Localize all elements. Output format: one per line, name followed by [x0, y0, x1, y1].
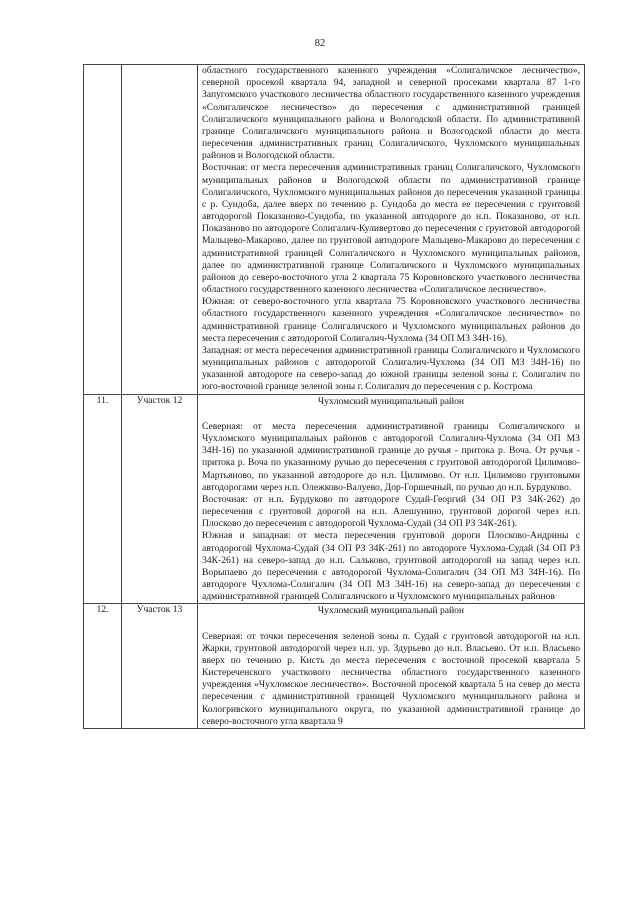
boundary-paragraph: Южная и западная: от места пересечения грунтовой дороги Плосково-Андрины с автодорогой Чухлома-Судай (34 ОП РЗ 34К-261) по автодороге Чухлома-Судай (34 ОП РЗ 34К-261) на северо-запад до н.п. Сальково, грунтовой автодорогой на запад через н.п. Ворыпаево до пересечения с автодорогой Чухлома-Солигалич (34 ОП МЗ 34Н-16). По автодороге Чухлома-Солигалич (34 ОП МЗ 34Н-16) на северо-запад до пересечения с административной границей Солигаличского и Чухломского муниципальных районов [202, 530, 580, 603]
boundaries-table [83, 64, 585, 729]
table-row [84, 604, 585, 729]
boundary-paragraph: Северная: от точки пересечения зеленой зоны п. Судай с грунтовой автодорогой на н.п. Жарки, грунтовой автодорогой через н.п. ур. Здурьево до н.п. Власьево. От н.п. Власьево вверх по течению р. Кисть до места пересечения с восточной просекой квартала 5 Кистереченского участкового лесничества областного государственного казенного учреждения «Чухломское лесничество». Восточной просекой квартала 5 на север до места пересечения с административной границей Чухломского муниципального района и Кологривского муниципального округа, по указанной административной границе до северо-восточного угла квартала 9 [202, 630, 580, 727]
page-number: 82 [314, 38, 326, 49]
table-row [84, 65, 585, 395]
boundary-description [198, 65, 585, 395]
boundary-paragraph: Восточная: от места пересечения административных границ Солигаличского, Чухломского муниципальных районов и Вологодской области по административной границе Солигаличского, Чухломского муниципальных районов до пересечения указанной границы с р. Сундоба, далее вверх по течению р. Сундоба до места ее пересечения с грунтовой автодорогой Показаново-Сундоба, по указанной автодороге до н.п. Показаново, от н.п. Показаново по автодороге Солигалич-Куливертово до пересечения с грунтовой автодорогой Мальцево-Макарово, далее по грунтовой автодороге Мальцево-Макарово до пересечения с административной границей Солигаличского и Чухломского муниципальных районов, далее по административной границе Солигаличского и Чухломского муниципальных районов до северо-восточного угла 2 квартала 75 Коровновского участкового лесничества областного государственного казенного лесничества «Солигаличское лесничество». [202, 162, 580, 296]
row-number: 12. [84, 604, 122, 729]
boundary-paragraph: Северная: от места пересечения административной границы Солигаличского и Чухломского муниципальных районов с автодорогой Солигалич-Чухлома (34 ОП МЗ 34Н-16) по указанной административной границе до ручья - притока р. Воча. От ручья - притока р. Воча по указанному ручью до пересечения с грунтовой автодорогой Цилимово-Мартьяново, по указанной автодороге до н.п. Цилимово. От н.п. Цилимово грунтовыми автодорогами через н.п. Олежково-Валуево, Дор-Горшечный, по ручью до н.п. Бурдуково. [202, 420, 580, 493]
boundary-paragraph: Западная: от места пересечения административной границы Солигаличского и Чухломского муниципальных районов с автодорогой Солигалич-Чухлома (34 ОП МЗ 34Н-16) по указанной автодороге на северо-запад до южной границы зеленой зоны г. Солигалич по юго-восточной границе зеленой зоны г. Солигалич до пересечения с р. Кострома [202, 344, 580, 393]
row-number [84, 65, 122, 395]
boundary-description [198, 394, 585, 604]
boundary-paragraph: Восточная: от н.п. Бурдуково по автодороге Судай-Георгий (34 ОП РЗ 34К-262) до пересечения с грунтовой дорогой на н.п. Алешунино, грунтовой дорогой через н.п. Плосково до пересечения с автодорогой Чухлома-Судай (34 ОП РЗ 34К-261). [202, 493, 580, 530]
plot-name [122, 65, 198, 395]
boundary-paragraph: Южная: от северо-восточного угла квартала 75 Коровновского участкового лесничества областного государственного казенного учреждения «Солигаличское лесничество» по административной границе Солигаличского и Чухломского муниципальных районов до места пересечения с автодорогой Солигалич-Чухлома (34 ОП МЗ 34Н-16). [202, 296, 580, 344]
table-row [84, 394, 585, 604]
plot-name: Участок 13 [122, 604, 198, 729]
row-number: 11. [84, 394, 122, 604]
district-heading: Чухломский муниципальный район [317, 605, 465, 617]
district-heading: Чухломский муниципальный район [317, 395, 465, 407]
plot-name: Участок 12 [122, 394, 198, 604]
boundary-description [198, 604, 585, 729]
boundary-paragraph: областного государственного казенного учреждения «Солигаличское лесничество», северной просекой квартала 94, западной и северной просеками квартала 87 1-го Запугомского участкового лесничества областного государственного казенного учреждения «Солигаличское лесничество» до пересечения с административной границей Солигаличского муниципального района и Вологодской области. По административной границе Солигаличского муниципального района и Вологодской области до места пересечения административных границ Солигаличского, Чухломского муниципальных районов и Вологодской области. [202, 65, 580, 162]
